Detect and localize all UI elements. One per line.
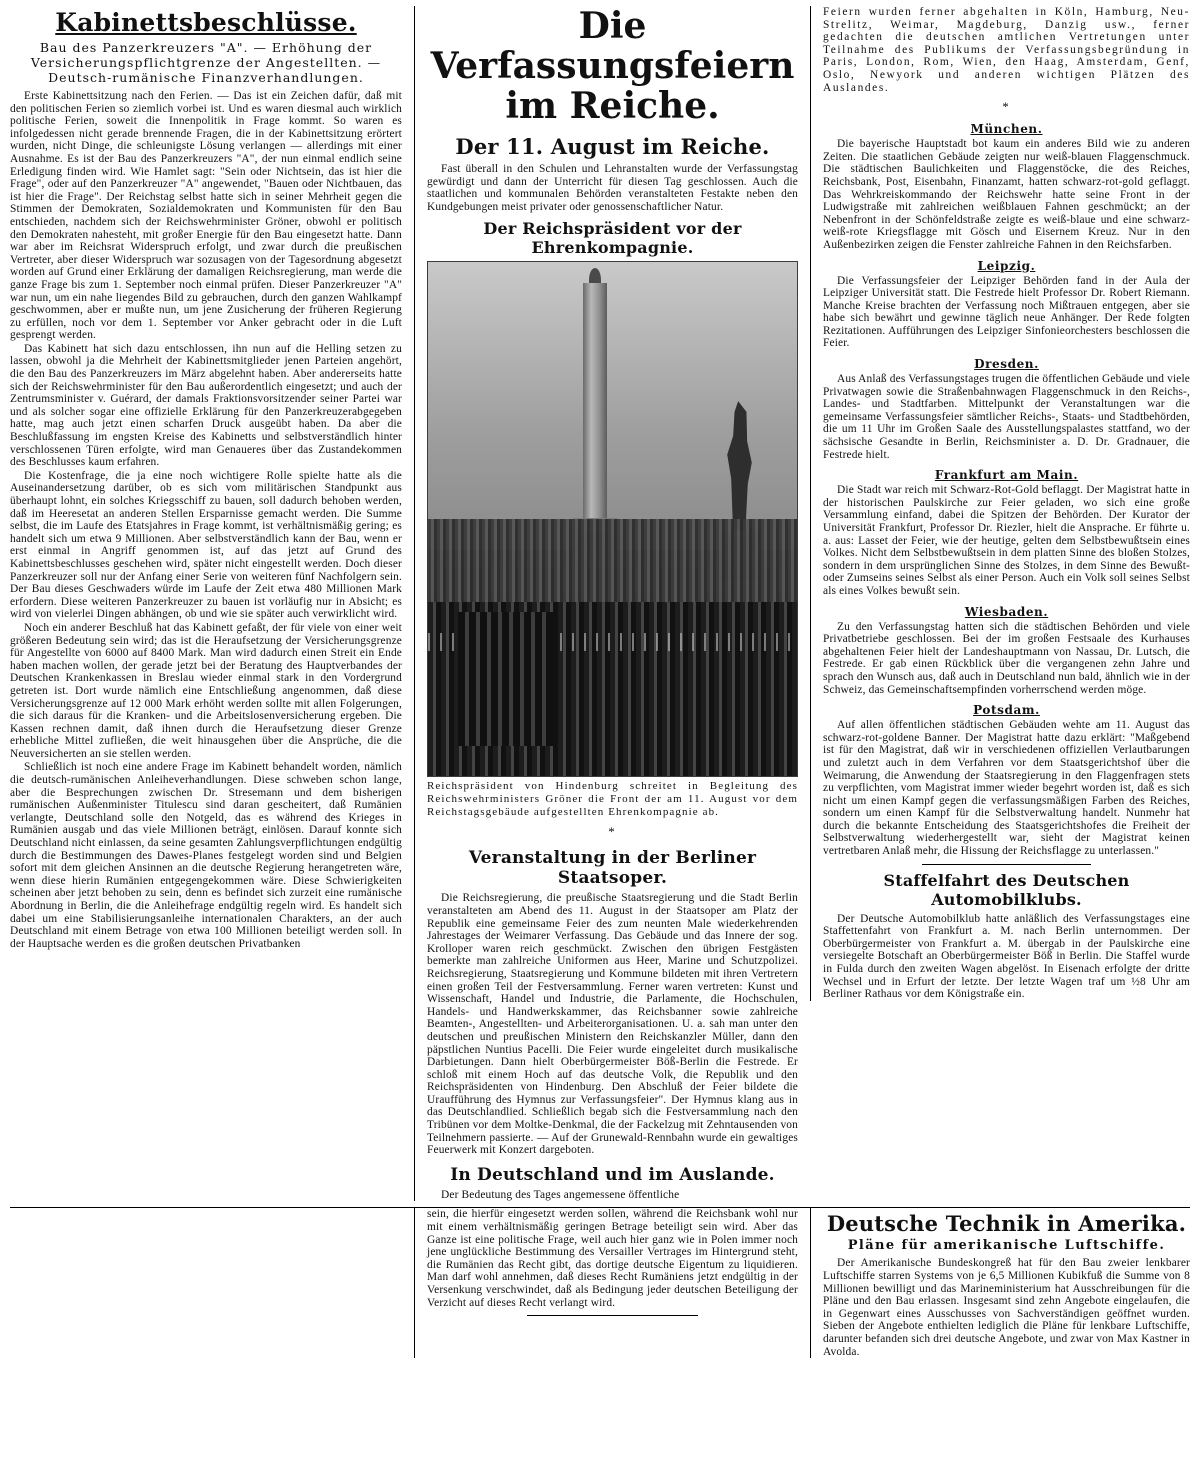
parade-photo (427, 261, 798, 777)
bottom-right (810, 1208, 1190, 1358)
paragraph: Fast überall in den Schulen und Lehranstalten wurde der Verfassungstag gewürdigt und dann der Unterricht für diesen Tag geschlossen. Auch die staatlichen und kommunalen Behörden veranstalteten Festakte neben den Kundgebungen meist privater oder genossenschaftlicher Natur. (427, 163, 798, 213)
walking-officials (458, 612, 554, 746)
tech-subheading: Pläne für amerikanische Luftschiffe. (847, 1238, 1166, 1254)
paragraph: Die Stadt war reich mit Schwarz-Rot-Gold beflaggt. Der Magistrat hatte in der historischen Paulskirche zur Feier geladen, wo sich eine große Versammlung einfand, dabei die Spitzen der Behörden. Der Kurator der Universität Frankfurt, Professor Dr. Riezler, hielt die Ansprache. Er führte u. a. aus: Lasset der Feier, wie der heutige, gelten dem Selbstbewußtsein eines Volkes. Nicht dem Selbstbewußtsein in dem platten Sinne des bloßen Stolzes, sondern in dem ursprünglichen Sinne des Stolzes, in dem Sinne des Bewußt- oder Zumseins seines Selbst als einer Person. Auch ein Volk soll seines Selbst als eines Volkes bewußt sein. (823, 484, 1190, 597)
place-heading-wiesbaden: Wiesbaden. (964, 604, 1049, 619)
bottom-left-spacer (10, 1208, 414, 1358)
paragraph: Die Reichsregierung, die preußische Staatsregierung und die Stadt Berlin veranstalteten am Abend des 11. August in der Staatsoper am Platz der Republik eine gemeinsame Feier des zum neunten Male wiederkehrenden Jahrestages der Weimarer Verfassung. Das Gebäude und das Innere der sog. Krolloper waren reich geschmückt. Zwischen den übrigen Festgästen bemerkte man zahlreiche Uniformen aus Heer, Marine und Schutzpolizei. Reichsregierung, Staatsregierung und Kommune bildeten mit ihren Vertretern einen großen Teil der Festversammlung. Ferner waren vertreten: Kunst und Wissenschaft, Handel und Industrie, die Parlamente, die Hochschulen, Handels- und Handwerkskammer, das Reichsbanner sowie zahlreiche Beamten-, Angestellten- und Arbeiterorganisationen. U. a. sah man unter den deutschen und preußischen Ministern den Reichskanzler Müller, dann den päpstlichen Nuntius Pacelli. Die Feier wurde eingeleitet durch musikalische Darbietungen. Dann hielt Oberbürgermeister Böß-Berlin die Festrede. Er schloß mit einem Hoch auf das deutsche Volk, die Republik und den Reichspräsidenten von Hindenburg. Den Abschluß der Feier bildete die Uraufführung des Hymnus zur Verfassungsfeier". Der Hymnus klang aus in das Deutschlandlied. Schließlich begab sich die Festversammlung nach den Tribünen vor dem Moltke-Denkmal, die der Fackelzug mit Zehntausenden von Teilnehmern passierte. — Auf der Grunewald-Rennbahn wurde ein gewaltiges Feuerwerk mit Konzert dargeboten. (427, 892, 798, 1157)
auto-heading: Staffelfahrt des Deutschen Automobilklubs. (883, 870, 1130, 909)
main-headline: Die Verfassungsfeiern im Reiche. (430, 5, 795, 127)
column-right (810, 6, 1190, 1001)
abroad-heading: In Deutschland und im Auslande. (450, 1164, 775, 1185)
place-heading-muenchen: München. (970, 122, 1043, 137)
paragraph: Zu den Verfassungstag hatten sich die städtischen Behörden und viele Privatbetriebe geschlossen. Bei der im großen Festsaale des Kurhauses abgehaltenen Feier hielt der Landeshauptmann von Nassau, Dr. Lutsch, die Festrede. Er gab einen Rückblick über die vergangenen zehn Jahre und sprach den Wunsch aus, daß auch in Deutschland nun bald, ähnlich wie in der Schweiz, das Gemeinschaftsempfinden vorherrschend werden möge. (823, 620, 1190, 696)
paragraph: Auf allen öffentlichen städtischen Gebäuden wehte am 11. August das schwarz-rot-goldene Banner. Der Magistrat hatte dazu erklärt: "Maßgebend ist für den Magistrat, daß wir in verschiedenen offiziellen Verlautbarungen und zuletzt auch in dem Verfahren vor dem Staatsgerichtshof über die Weimarung, die Anwendung der Staatsregierung in den Flaggenfragen stets zu verpflichten, vom Magistrat immer wieder begehrt worden ist, daß es sich nicht um einen Kampf gegen die verfassungsmäßigen Farben des Reiches, sondern um einen Kampf für die Selbstverwaltung handelt. Nunmehr hat durch die bekannte Entscheidung des Staatsgerichtshofes die Freiheit der Selbstverwaltung wiederhergestellt war, sieht der Magistrat keinen vertretbaren Anlaß mehr, die Hissung der Reichsflagge zu unterlassen." (823, 719, 1190, 858)
paragraph: Feiern wurden ferner abgehalten in Köln, Hamburg, Neu-Strelitz, Weimar, Magdeburg, Danzig usw., ferner gedachten die deutschen amtlichen Vertretungen unter Teilnahme des Publikums der Verfassungsbegründung in Paris, London, Rom, Wien, den Haag, Amsterdam, Genf, Oslo, Newyork und anderen wichtigen Plätzen des Auslandes. (823, 6, 1190, 94)
photo-heading: Der Reichspräsident vor der Ehrenkompagnie. (483, 219, 742, 258)
section-star: * (608, 824, 617, 840)
paragraph: Die Kostenfrage, die ja eine noch wichtigere Rolle spielte hatte als die Auseinandersetzung darüber, ob es sich vom militärischen Standpunkt aus überhaupt lohnt, ein solches Kriegsschiff zu bauen, soll dadurch behoben werden, daß im Heeresetat an anderen Stellen Ersparnisse gemacht werden. Die Summe selbst, die im Laufe des Etatsjahres in Frage kommt, ist verhältnismäßig gering; es handelt sich um etwa 9 Millionen. Aber selbstverständlich kann der Bau, wenn er erst einmal in Angriff genommen ist, auf das jetzt auf Grund des Kabinettsbeschlusses geschehen wird, später nicht eingestellt werden. Doch dieser Panzerkreuzer soll nur der Anfang einer Serie von weiteren fünf Nachfolgern sein. Der Bau dieses Geschwaders würde im Laufe der Zeit etwa 480 Millionen Mark erfordern. Diese weiteren Panzerkreuzer zu bauen ist vorläufig nur in Absicht; es wird von vielerlei Dingen abhängen, ob und wie sie später auch verwirklicht wird. (10, 469, 402, 621)
section-divider (922, 864, 1091, 865)
bottom-columns (10, 1208, 1190, 1358)
column-left (10, 6, 414, 950)
photo-caption: Reichspräsident von Hindenburg schreitet in Begleitung des Reichswehrministers Gröner die Front der am 11. August vor dem Reichstagsgebäude aufgestellten Ehrenkompagnie ab. (427, 780, 798, 819)
place-heading-leipzig: Leipzig. (977, 258, 1036, 273)
victory-column (583, 283, 607, 550)
place-heading-dresden: Dresden. (974, 357, 1039, 372)
paragraph: Der Amerikanische Bundeskongreß hat für den Bau zweier lenkbarer Luftschiffe starren Systems von je 6,5 Millionen Kubikfuß die Summe von 8 Millionen bewilligt und das Marineministerium hat Ausschreibungen für die Pläne und den Bau erlassen. Insgesamt sind zehn Angebote eingelaufen, die in Gegenwart eines Ausschusses von Sachverständigen geöffnet wurden. Sieben der Angebote enthielten lediglich die Pläne für lenkbare Luftschiffe, darunter befanden sich drei deutsche Angebote, und zwar von Max Kastner in Avolda. (823, 1257, 1190, 1358)
paragraph: Die Verfassungsfeier der Leipziger Behörden fand in der Aula der Leipziger Universität statt. Die Festrede hielt Professor Dr. Robert Riemann. Manche Kreise brachten der Verfassung noch Mißtrauen entgegen, aber sie habe sich bewährt und gewinne täglich neue Anhänger. Der Rede folgten Rezitationen. Aufführungen des Leipziger Sinfonieorchesters beschlossen die Feier. (823, 274, 1190, 350)
paragraph: Der Bedeutung des Tages angemessene öffentliche (441, 1188, 680, 1201)
place-heading-frankfurt: Frankfurt am Main. (934, 468, 1079, 483)
bottom-middle (414, 1208, 810, 1358)
paragraph: Das Kabinett hat sich dazu entschlossen, ihn nun auf die Helling setzen zu lassen, obwohl ja die Mehrheit der Kabinettsmitglieder jenen Parteien angehört, die den Bau des Panzerkreuzers im März abgelehnt haben. Aber andererseits hatte sich der Reichswehrminister für den Bau außerordentlich eingesetzt; und auch der Zentrumsminister v. Guérard, der damals Fraktionsvorsitzender seiner Partei war und als solcher sogar eine offizielle Erklärung für den Panzerkreuzerabgegeben hatte, mag auch jetzt einen scharfen Druck ausgeübt haben. Da aber die Beschlußfassung im engsten Kreise des Kabinetts und selbstverständlich hinter verschlossenen Türen erfolgte, wird man Genaueres über das Zustandekommen des Beschlusses kaum erfahren. (10, 342, 402, 469)
center-subheadline: Der 11. August im Reiche. (455, 134, 770, 159)
photo-figure (427, 261, 798, 819)
opera-heading: Veranstaltung in der Berliner Staatsoper. (468, 848, 757, 889)
paragraph: Der Deutsche Automobilklub hatte anläßlich des Verfassungstages eine Staffettenfahrt von Frankfurt a. M. nach Berlin unternommen. Der Oberbürgermeister von Frankfurt a. M. übergab in der Paulskirche eine versiegelte Botschaft an Oberbürgermeister Böß in Berlin. Die Staffel wurde in Fulda durch den zweiten Wagen abgelöst. In Eisenach erfolgte der dritte Wechsel und in Erfurt der letzte. Der letzte Wagen traf um ½8 Uhr am Berliner Rathaus vor dem Königstraße ein. (823, 912, 1190, 1001)
tech-heading: Deutsche Technik in Amerika. (826, 1211, 1187, 1237)
paragraph: Aus Anlaß des Verfassungstages trugen die öffentlichen Gebäude und viele Privatwagen sowie die Straßenbahnwagen Flaggenschmuck in den Reichs-, Landes- und Stadtfarben. Mittelpunkt der Veranstaltungen war die gemeinsame Verfassungsfeier sämtlicher Reichs-, Staats- und Stadtbehörden, die um 11 Uhr im Großen Saale des Ausstellungspalastes stattfand, wo der sächsische Gesandte in Berlin, Reichsminister a. D. Dr. Gradnauer, die Festrede hielt. (823, 373, 1190, 461)
paragraph: Erste Kabinettsitzung nach den Ferien. — Das ist ein Zeichen dafür, daß mit den politischen Ferien so ziemlich vorbei ist. Und es waren diesmal auch wirklich politische Ferien, soweit die Innenpolitik in Frage kommt. So waren es infolgedessen nicht gerade brennende Fragen, die in der Kabinettsitzung erörtert wurden, nicht Dinge, die schleunigste Lösung verlangen — allerdings mit einer Ausnahme. Es ist der Bau des Panzerkreuzers "A", der nun einmal endlich seine Erledigung finden wird. Wie Hamlet sagt: "Sein oder Nichtsein, das ist hier die Frage", oder auf den Panzerkreuzer "A" angewendet, "Bauen oder Nichtbauen, das ist hier die Frage". Der Reichstag selbst hatte sich in seiner Mehrheit gegen die Stimmen der Demokraten, Sozialdemokraten und Kommunisten für den Bau entschieden, nachdem sich der Reichswehrminister Gröner, obwohl er politisch den Demokraten nahesteht, mit großer Energie für den Bau eingesetzt hatte. Dann war aber im Reichsrat Widerspruch erfolgt, und zwar durch die preußischen Vertreter, aber dieser Widerspruch war sozusagen von der Tagesordnung abgesetzt worden auf Grund einer Erklärung der damaligen Reichsregierung, man werde die ganze Frage bis zum 1. September noch einmal prüfen. Dieser Panzerkreuzer "A" war nun, um ein nahe liegendes Bild zu gebrauchen, durch den ganzen Wahlkampf geschwommen, aber er mußte nun, um jene Zusicherung der früheren Regierung zu erfüllen, noch vor dem 1. September vor Anker gebracht oder in die Luft gesprengt werden. (10, 90, 402, 342)
paragraph: sein, die hierfür eingesetzt werden sollen, während die Reichsbank wohl nur mit einem verhältnismäßig geringen Betrage beteiligt sein wird. Aber das Ganze ist eine politische Frage, weil auch hier ganz wie in Polen immer noch jene unglückliche Bestimmung des Versailler Vertrages im Hintergrund steht, die Rumänien das Recht gibt, das dortige deutsche Eigentum zu liquidieren. Man darf wohl annehmen, daß dieses Recht Rumäniens jetzt endgültig in der Versenkung verschwindet, daß als Bedingung jeder deutschen Beteiligung der Verzicht auf dieses Recht verlangt wird. (427, 1208, 798, 1309)
column-center (414, 6, 810, 1201)
paragraph: Noch ein anderer Beschluß hat das Kabinett gefaßt, der für viele von einer weit größeren Bedeutung sein wird; das ist die Heraufsetzung der Versicherungsgrenze für Angestellte von 6000 auf 8400 Mark. Man wird dadurch einen Streit ein Ende haben machen wollen, der gerade jetzt bei der Beratung des Hauptverbandes der Deutschen Krankenkassen in Breslau wieder einmal stark in den Vordergrund getreten ist. Dort wurde nämlich eine Entschließung angenommen, daß diese Versicherungsgrenze auf 12 000 Mark erhöht werden sollte mit allen Folgerungen, die sich daraus für die Kranken- und die Arbeitslosenversicherung ergeben. Die Kassen rechnen damit, daß ihnen durch die Heraufsetzung dieser Grenze erhebliche Mittel zufließen, die weit hinausgehen über die Ansprüche, die die Neuversicherten an sie stellen werden. (10, 621, 402, 760)
paragraph: Die bayerische Hauptstadt bot kaum ein anderes Bild wie zu anderen Zeiten. Die staatlichen Gebäude zeigten nur weiß-blauen Flaggenschmuck. Die städtischen Baulichkeiten und Flaggenstöcke, die des Reiches, Reichsbank, Post, Eisenbahn, Finanzamt, hatten schwarz-rot-gold geflaggt. Das Wehrkreiskommando der Reichswehr hatte seine Front in der Ludwigstraße mit zahlreichen weißblauen Fahnen geschmückt; an der Nebenfront in der Schönfeldstraße zeigte es weiß-blaue und eine schwarz-weiß-rote Kriegsflagge mit Gösch und Eisernem Kreuz. Nur in den Außenbezirken zeigen die Fenster zahlreiche Fahnen in den Reichsfarben. (823, 138, 1190, 251)
section-divider (527, 1315, 698, 1316)
main-columns (10, 6, 1190, 1201)
section-star: * (1002, 99, 1011, 115)
paragraph: Schließlich ist noch eine andere Frage im Kabinett behandelt worden, nämlich die deutsch-rumänischen Anleiheverhandlungen. Diese schweben schon lange, aber die Besprechungen zwischen Dr. Stresemann und dem bisherigen rumänischen Außenminister Titulescu sind daran gescheitert, daß Rumänien verlangte, Deutschland solle den Notgeld, das es während des Krieges in Rumänien ausgab und das viele Millionen beträgt, einlösen. Darauf konnte sich Deutschland nicht einlassen, da seine gesamten Zahlungsverpflichtungen endgültig durch die Bestimmungen des Dawes-Planes festgelegt worden sind und Belgien sofort mit dem gleichen Ansinnen an die deutsche Regierung herangetreten wäre, wenn diese hierin Rumänien entgegengekommen wäre. Diese Schwierigkeiten scheinen aber jetzt behoben zu sein, denn es befindet sich zurzeit eine rumänische Abordnung in Berlin, die die Anleihefrage endgültig regeln wird. Es handelt sich dabei um eine Stabilisierungsanleihe internationalen Charakters, an der auch Deutschland mit einem Betrage von etwa 100 Millionen beteiligt werden soll. In der Hauptsache werden es die großen deutschen Privatbanken (10, 761, 402, 950)
left-subheadline: Bau des Panzerkreuzers "A". — Erhöhung der Versicherungspflichtgrenze der Angestellten. — Deutsch-rumänische Finanzverhandlungen. (30, 40, 382, 85)
left-headline: Kabinettsbeschlüsse. (55, 8, 357, 37)
place-heading-potsdam: Potsdam. (973, 703, 1040, 718)
